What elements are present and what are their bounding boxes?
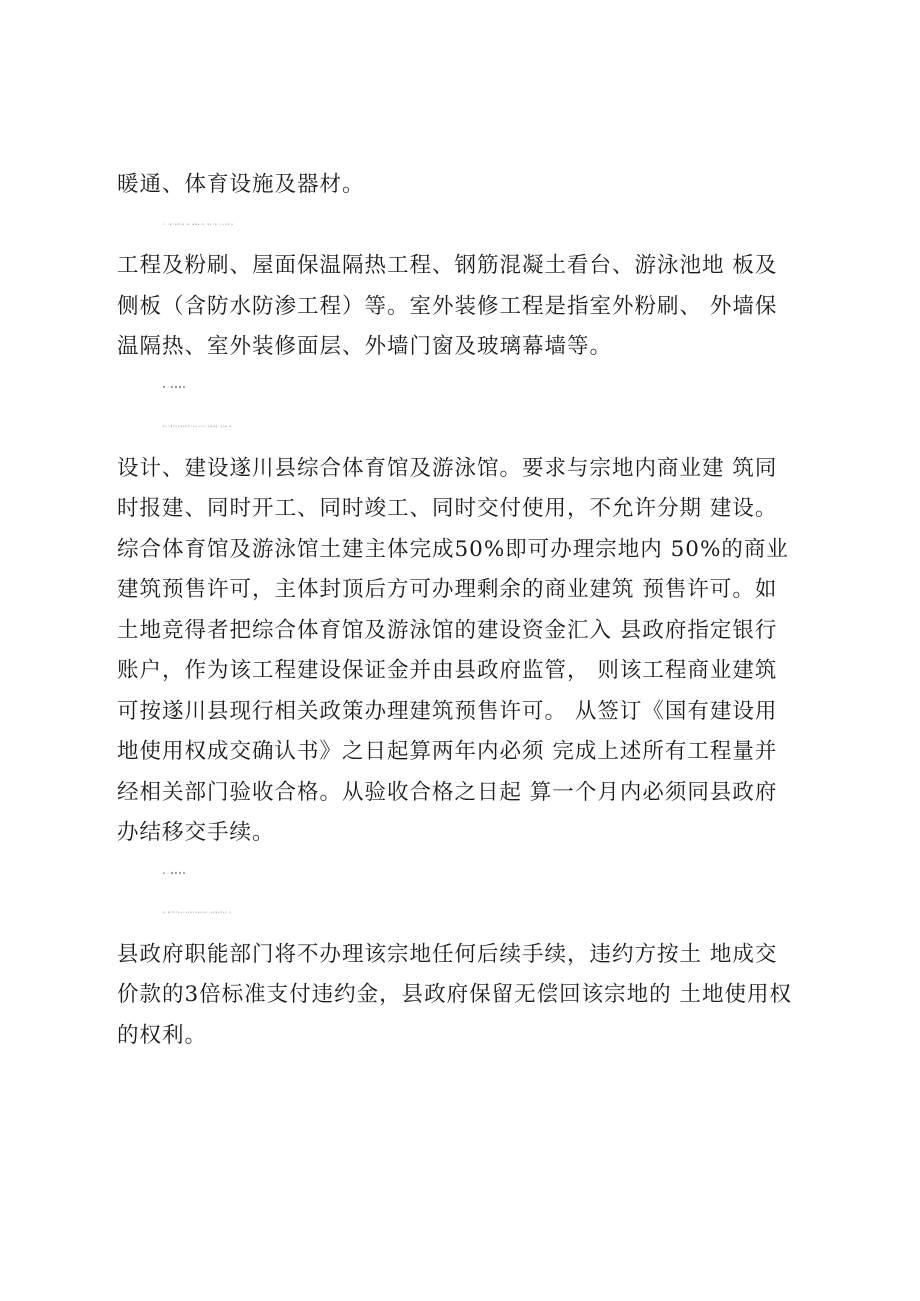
text-line: 设计、建设遂川县综合体育馆及游泳馆。要求与宗地内商业建 筑同 [117, 456, 778, 481]
text-line: 侧板（含防水防渗工程）等。室外装修工程是指室外粉刷、 外墙保 [117, 294, 778, 319]
text-line: 可按遂川县现行相关政策办理建筑预售许可。 从签订《国有建设用 [117, 699, 778, 724]
text-line: 时报建、同时开工、同时竣工、同时交付使用，不允许分期 建设。 [117, 496, 778, 521]
text-line: 温隔热、室外装修面层、外墙门窗及玻璃幕墙等。 [117, 334, 613, 359]
text-line: 土地竞得者把综合体育馆及游泳馆的建设资金汇入 县政府指定银行 [117, 618, 778, 643]
text-line: 经相关部门验收合格。从验收合格之日起 算一个月内必须同县政府 [117, 780, 778, 805]
text-line: 账户，作为该工程建设保证金并由县政府监管， 则该工程商业建筑 [117, 658, 778, 683]
text-line: 暖通、体育设施及器材。 [117, 172, 365, 197]
text-line: 工程及粉刷、屋面保温隔热工程、钢筋混凝土看台、游泳池地 板及 [117, 253, 778, 278]
text-line: 地使用权成交确认书》之日起算两年内必须 完成上述所有工程量并 [117, 739, 778, 764]
text-line: 建筑预售许可，主体封顶后方可办理剩余的商业建筑 预售许可。如 [117, 577, 778, 602]
text-line: 该宗土地竞得者必须按照上述项目定位、功能设置、建设标 准 [163, 427, 232, 428]
section-heading: 四、时间要求 [163, 387, 188, 389]
text-line: 价款的3倍标准支付违约金，县政府保留无偿回该宗地的 土地使用权 [117, 982, 793, 1007]
text-line: 该土地竞得者违反上述任何要求视同违约，从发现违约之日 起， [163, 913, 235, 914]
text-line: 办结移交手续。 [117, 820, 275, 845]
text-line: 县政府职能部门将不办理该宗地任何后续手续，违约方按土 地成交 [117, 942, 778, 967]
text-line: 的权利。 [117, 1023, 208, 1048]
text-line: 综合体育馆及游泳馆土建主体完成50%即可办理宗地内 50%的商业 [117, 537, 789, 562]
section-heading: 五、违约责任 [163, 873, 188, 875]
text-line: 3．土建主体指基础工程、楼地面工程、屋面工程、室内外墙 体 [163, 225, 234, 226]
